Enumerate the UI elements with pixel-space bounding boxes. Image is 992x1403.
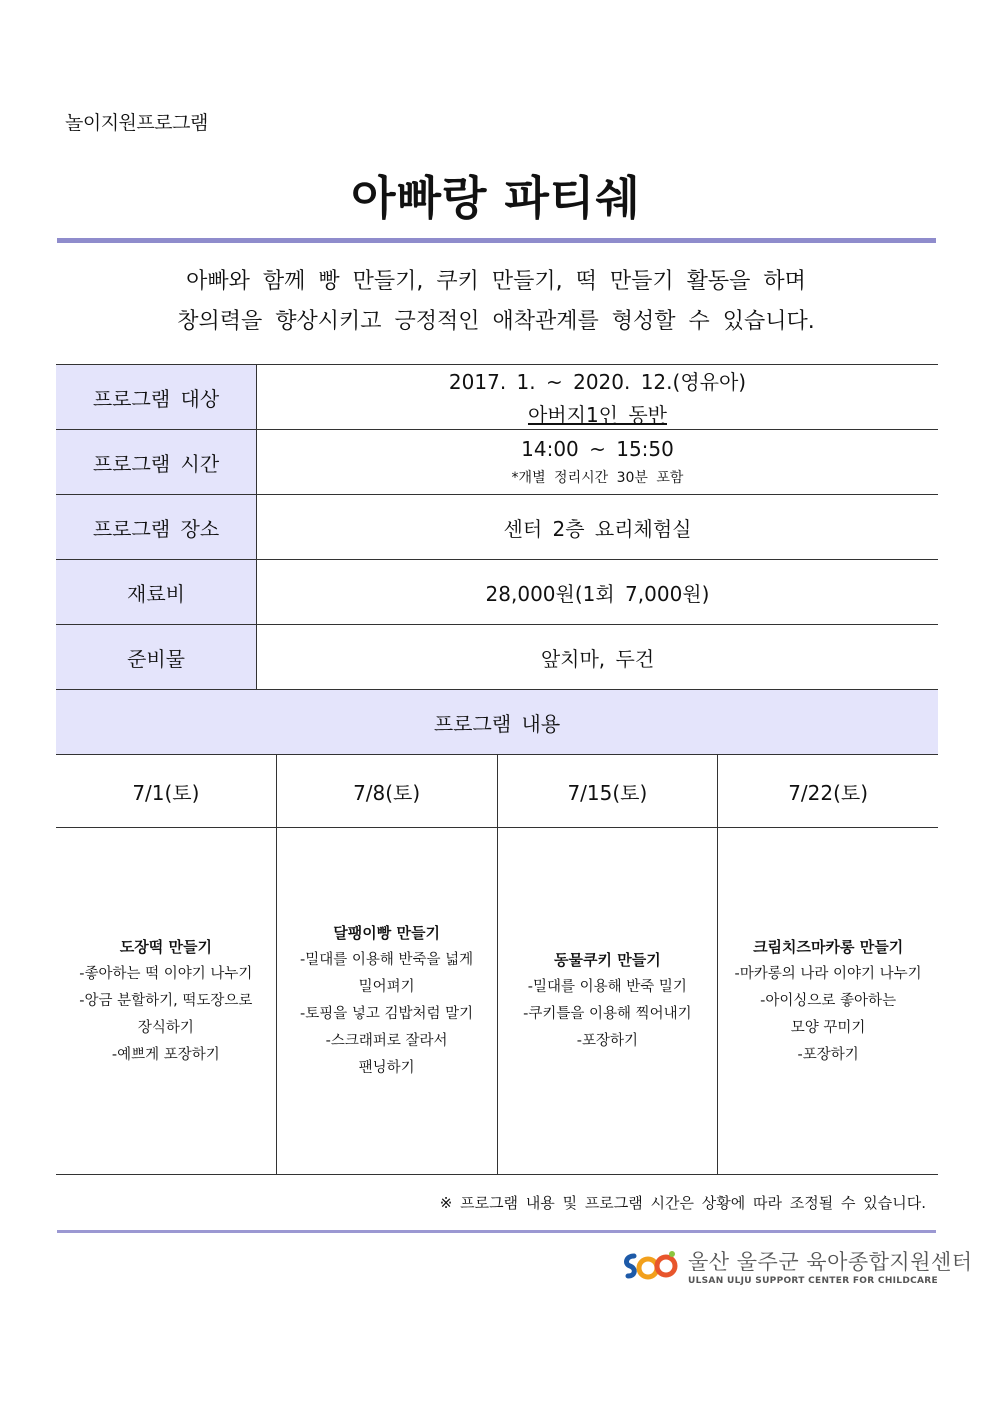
target-note: 아버지1인 동반	[527, 403, 667, 427]
intro-line-2: 창의력을 향상시키고 긍정적인 애착관계를 형성할 수 있습니다.	[177, 309, 815, 334]
center-logo-icon	[620, 1246, 682, 1286]
info-row-supplies	[56, 624, 938, 689]
bottom-divider	[57, 1230, 936, 1233]
schedule-date: 7/8(토)	[277, 755, 497, 828]
place-label: 프로그램 장소	[56, 495, 257, 559]
supplies-value: 앞치마, 두건	[540, 646, 655, 671]
notice-text: ※ 프로그램 내용 및 프로그램 시간은 상황에 따라 조정될 수 있습니다.	[439, 1194, 926, 1212]
target-label: 프로그램 대상	[56, 365, 257, 429]
schedule-table	[56, 755, 938, 1175]
activity-title: 도장떡 만들기	[119, 937, 212, 956]
activity-line: 밀어펴기	[358, 979, 415, 995]
activity-line: -쿠키틀을 이용해 찍어내기	[523, 1006, 692, 1022]
org-name-en: ULSAN ULJU SUPPORT CENTER FOR CHILDCARE	[688, 1276, 938, 1286]
time-value: 14:00 ~ 15:50	[521, 437, 674, 461]
schedule-body	[718, 828, 938, 1174]
activity-line: -앙금 분할하기, 떡도장으로	[79, 992, 253, 1009]
activity-line: -마카롱의 나라 이야기 나누기	[734, 965, 922, 982]
program-category: 놀이지원프로그램	[65, 112, 208, 134]
center-logo-text	[688, 1246, 973, 1286]
activity-title: 크림치즈마카롱 만들기	[753, 937, 904, 956]
schedule-column	[498, 755, 719, 1174]
intro-line-1: 아빠와 함께 빵 만들기, 쿠키 만들기, 떡 만들기 활동을 하며	[186, 269, 806, 294]
activity-line: -좋아하는 떡 이야기 나누기	[79, 965, 253, 982]
info-row-time	[56, 429, 938, 494]
schedule-body	[498, 828, 718, 1174]
info-row-place	[56, 494, 938, 559]
target-value: 2017. 1. ~ 2020. 12.(영유아)	[448, 370, 747, 394]
info-row-fee	[56, 559, 938, 624]
activity-line: -스크래퍼로 잘라서	[325, 1033, 448, 1049]
activity-line: 팬닝하기	[358, 1060, 415, 1076]
supplies-label: 준비물	[56, 625, 257, 689]
fee-label: 재료비	[56, 560, 257, 624]
fee-value: 28,000원(1회 7,000원)	[485, 581, 710, 606]
activity-line: 모양 꾸미기	[790, 1019, 866, 1036]
place-value: 센터 2층 요리체험실	[503, 516, 692, 541]
activity-line: -예쁘게 포장하기	[111, 1046, 220, 1063]
schedule-column	[56, 755, 277, 1174]
schedule-body	[56, 828, 276, 1174]
activity-title: 동물쿠키 만들기	[554, 951, 661, 969]
activity-line: -포장하기	[576, 1033, 638, 1049]
time-note: *개별 정리시간 30분 포함	[511, 470, 684, 486]
content-header: 프로그램 내용	[56, 689, 938, 755]
info-row-target	[56, 364, 938, 429]
activity-title: 달팽이빵 만들기	[333, 924, 440, 942]
time-label: 프로그램 시간	[56, 430, 257, 494]
activity-line: -밀대를 이용해 반죽 밀기	[527, 979, 687, 995]
time-value-cell	[257, 430, 938, 494]
schedule-body	[277, 828, 497, 1174]
schedule-date: 7/22(토)	[718, 755, 938, 828]
activity-line: -포장하기	[797, 1046, 859, 1063]
schedule-date: 7/15(토)	[498, 755, 718, 828]
schedule-column	[718, 755, 938, 1174]
activity-line: -아이싱으로 좋아하는	[760, 992, 897, 1009]
org-name-ko: 울산 울주군 육아종합지원센터	[688, 1250, 973, 1274]
schedule-date: 7/1(토)	[56, 755, 276, 828]
activity-line: -토핑을 넣고 김밥처럼 말기	[300, 1006, 474, 1022]
schedule-column	[277, 755, 498, 1174]
activity-line: -밀대를 이용해 반죽을 넓게	[300, 952, 474, 968]
center-logo	[620, 1246, 973, 1286]
top-divider	[57, 238, 936, 243]
page-title: 아빠랑 파티쉐	[351, 171, 641, 225]
intro-text	[0, 262, 992, 342]
activity-line: 장식하기	[137, 1019, 194, 1036]
target-value-cell	[257, 365, 938, 429]
